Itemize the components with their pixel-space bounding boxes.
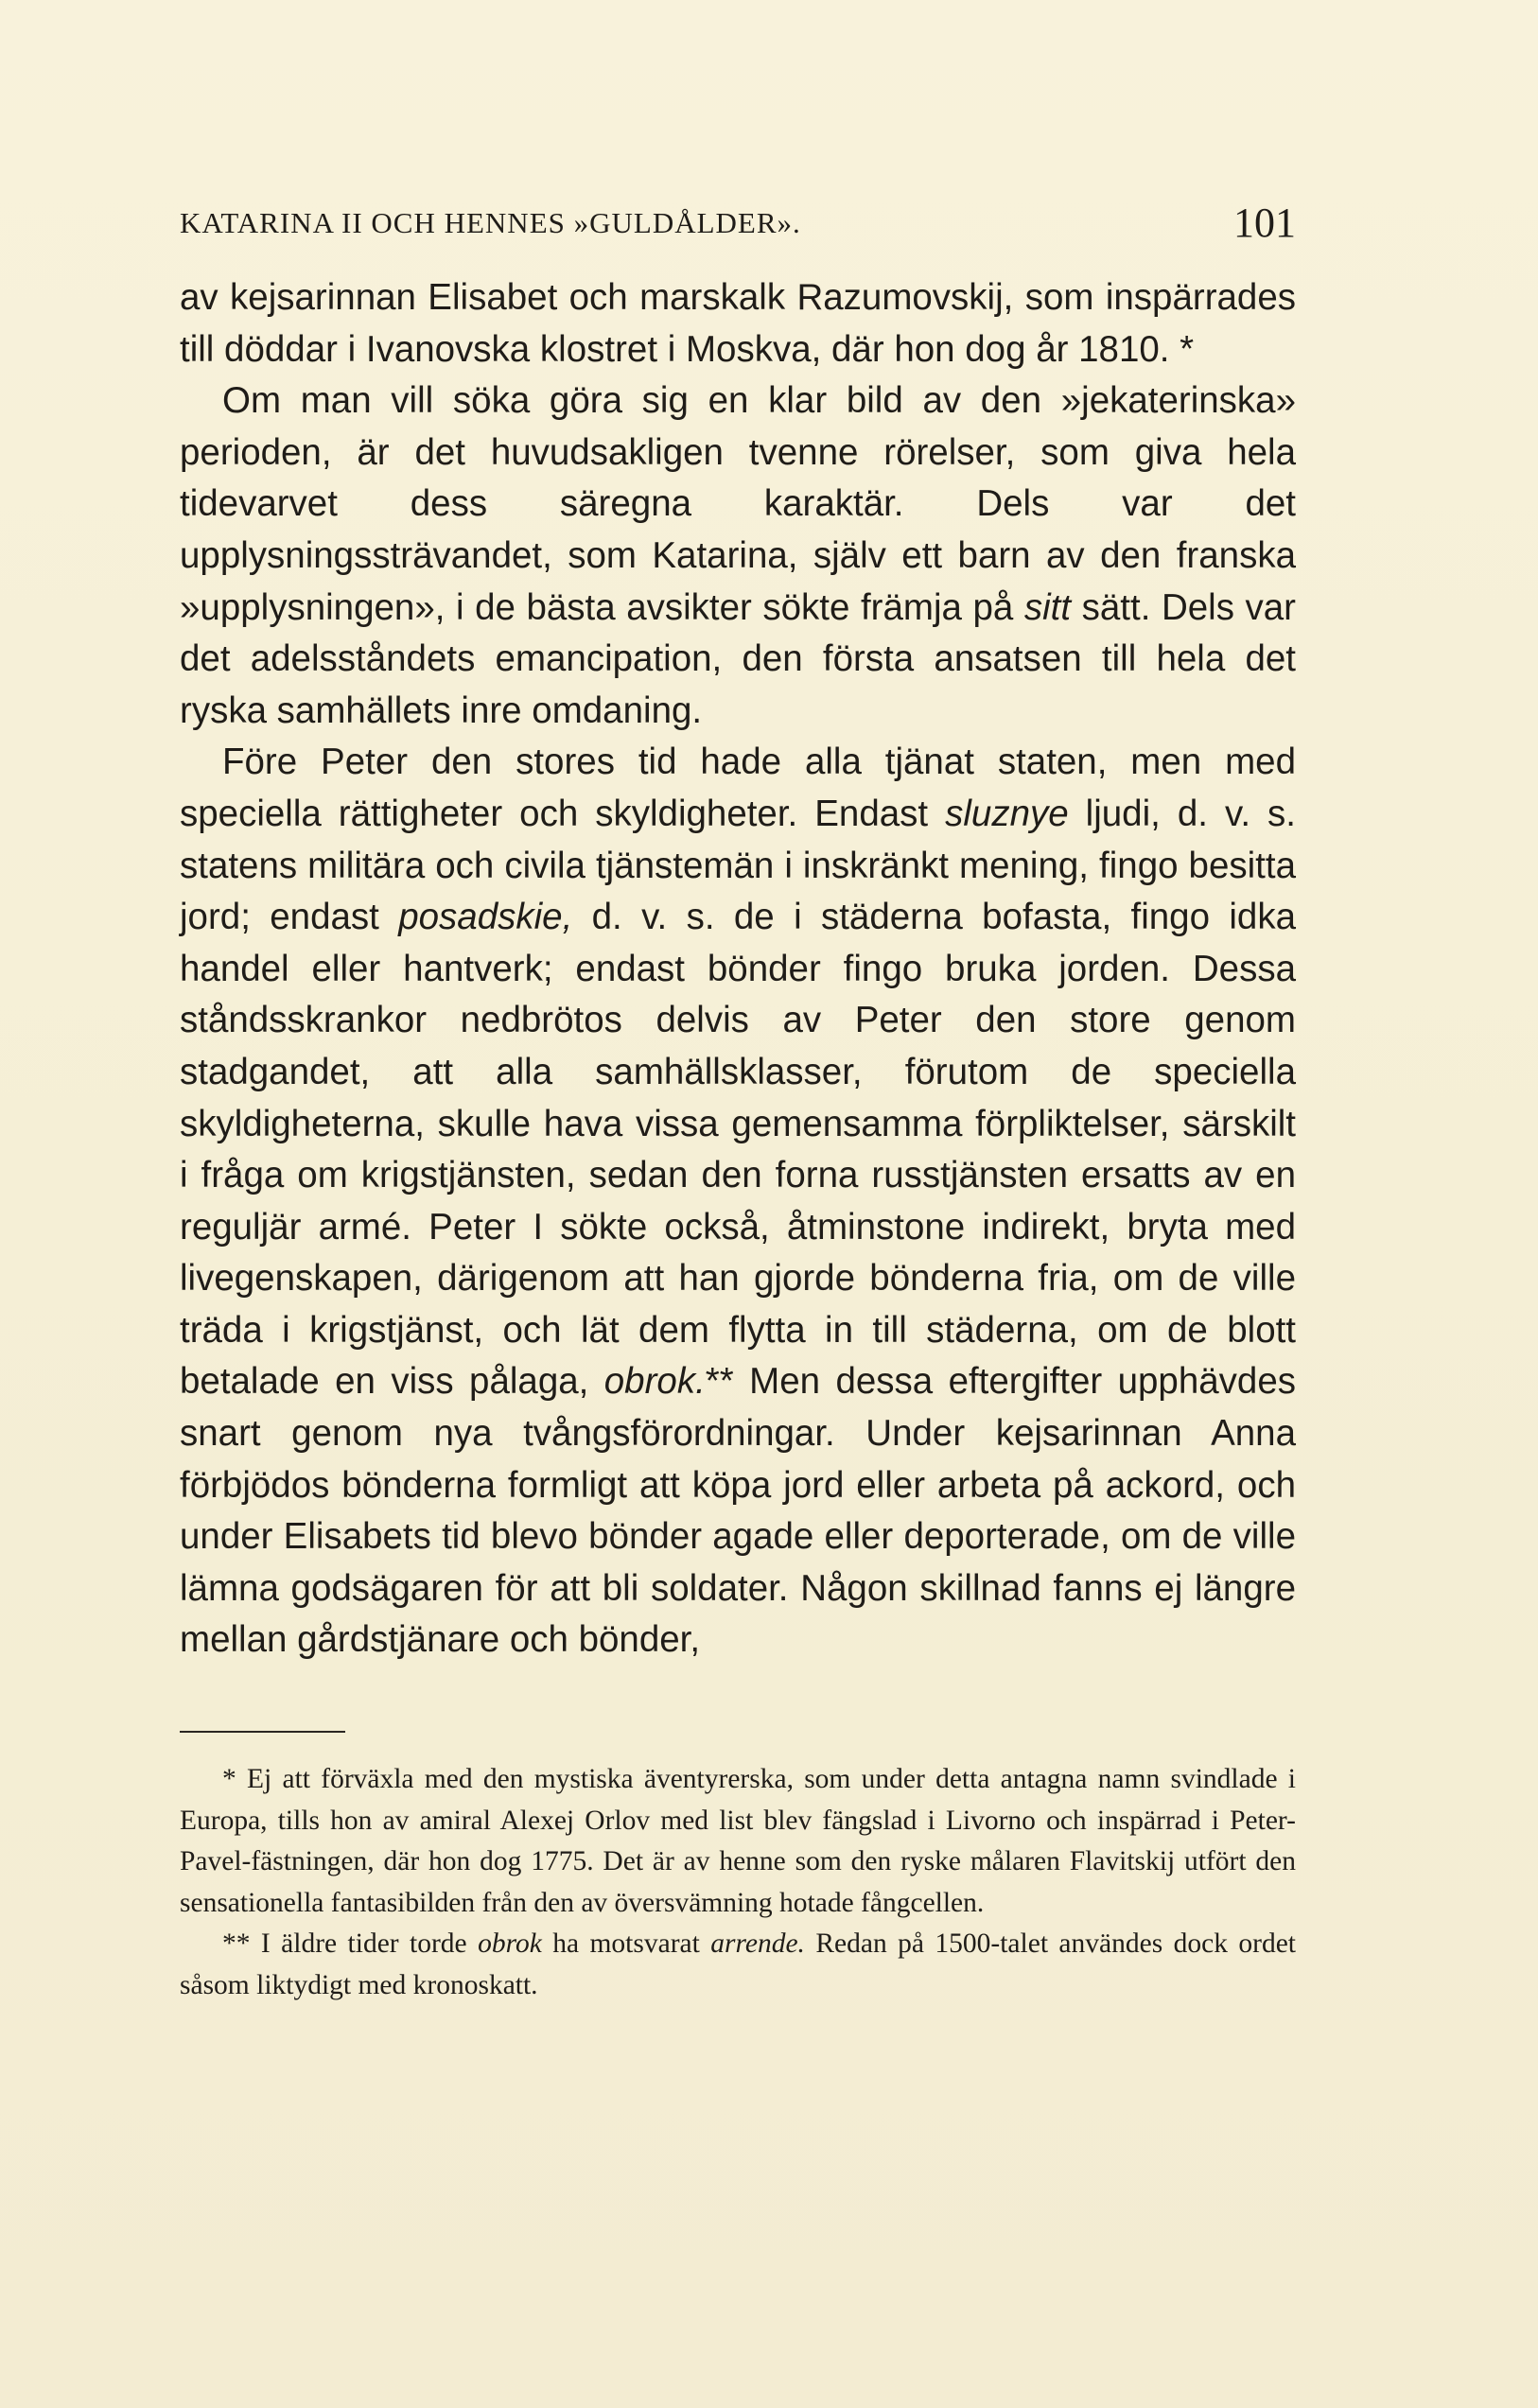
paragraph-3 (180, 737, 1296, 1666)
page-header (180, 199, 1296, 255)
paragraph-2-text-a: Om man vill söka göra sig en klar bild av den »jekaterinska» perioden, är det huvudsakligen tvenne rörelser, som giva hela tidevarvet dess säregna karaktär. Dels var det upplysningssträvandet, som Katarina, själv ett barn av den franska »upplysningen», i de bästa avsikter sökte främja på (180, 380, 1296, 628)
footnote-2-text-b: ha motsvarat (541, 1928, 711, 1959)
footnote-2-italic-obrok: obrok (478, 1928, 542, 1959)
footnote-2 (180, 1924, 1296, 2006)
footnote-separator (180, 1731, 345, 1733)
paragraph-1 (180, 272, 1296, 375)
paragraph-3-text-d: ** Men dessa eftergifter upphävdes snart genom nya tvångsförordningar. Under kejsarinnan Anna förbjödos bönderna formligt att köpa jord eller arbeta på ackord, och under Elisabets tid blevo bönder agade eller deporterade, om de ville lämna godsägaren för att bli soldater. Någon skillnad fanns ej längre mellan gårdstjänare och bönder, (180, 1361, 1296, 1661)
body-text (180, 272, 1296, 1666)
footnote-2-text-a: ** I äldre tider torde (222, 1928, 479, 1959)
paragraph-2 (180, 375, 1296, 737)
paragraph-2-text-b: sätt. Dels var det adelsståndets emancipation, den första ansatsen till hela det ryska samhällets inre omdaning. (180, 586, 1296, 731)
footnote-2-text-c: Redan på 1500-talet användes dock ordet såsom liktydigt med kronoskatt. (180, 1928, 1296, 2000)
paragraph-3-text-b: ljudi, d. v. s. statens militära och civila tjänstemän i inskränkt mening, fingo besitta jord; endast (180, 793, 1296, 938)
paragraph-1-text: av kejsarinnan Elisabet och marskalk Razumovskij, som inspärrades till döddar i Ivanovska klostret i Moskva, där hon dog år 1810. * (180, 277, 1296, 370)
footnote-1 (180, 1759, 1296, 1924)
paragraph-3-italic-posadskie: posadskie, (398, 897, 573, 938)
page-number: 101 (1233, 200, 1296, 246)
running-head: KATARINA II OCH HENNES »GULDÅLDER». (180, 206, 801, 239)
paragraph-2-italic: sitt (1023, 586, 1072, 628)
footnote-1-text: * Ej att förväxla med den mystiska äventyrerska, som under detta antagna namn svindlade i Europa, tills hon av amiral Alexej Orlov med list blev fängslad i Livorno och inspärrad i Peter-Pavel-fästningen, där hon dog 1775. Det är av henne som den ryske målaren Flavitskij utfört den sensationella fantasibilden från den av översvämning hotade fångcellen. (180, 1764, 1296, 1918)
paragraph-3-text-c: d. v. s. de i städerna bofasta, fingo idka handel eller hantverk; endast bönder fingo bruka jorden. Dessa ståndsskrankor nedbrötos delvis av Peter den store genom stadgandet, att alla samhällsklasser, förutom de speciella skyldigheterna, skulle hava vissa gemensamma förpliktelser, särskilt i fråga om krigstjänsten, sedan den forna russtjänsten ersatts av en reguljär armé. Peter I sökte också, åtminstone indirekt, bryta med livegenskapen, därigenom att han gjorde bönderna fria, om de ville träda i krigstjänst, och lät dem flytta in till städerna, om de blott betalade en viss pålaga, (180, 897, 1296, 1403)
footnotes (180, 1759, 1296, 2006)
footnote-2-italic-arrende: arrende. (710, 1928, 805, 1959)
paragraph-3-text-a: Före Peter den stores tid hade alla tjänat staten, men med speciella rättigheter och skyldigheter. Endast (180, 742, 1296, 834)
paragraph-3-italic-obrok: obrok. (603, 1361, 706, 1403)
paragraph-3-italic-sluznye: sluznye (945, 793, 1069, 834)
